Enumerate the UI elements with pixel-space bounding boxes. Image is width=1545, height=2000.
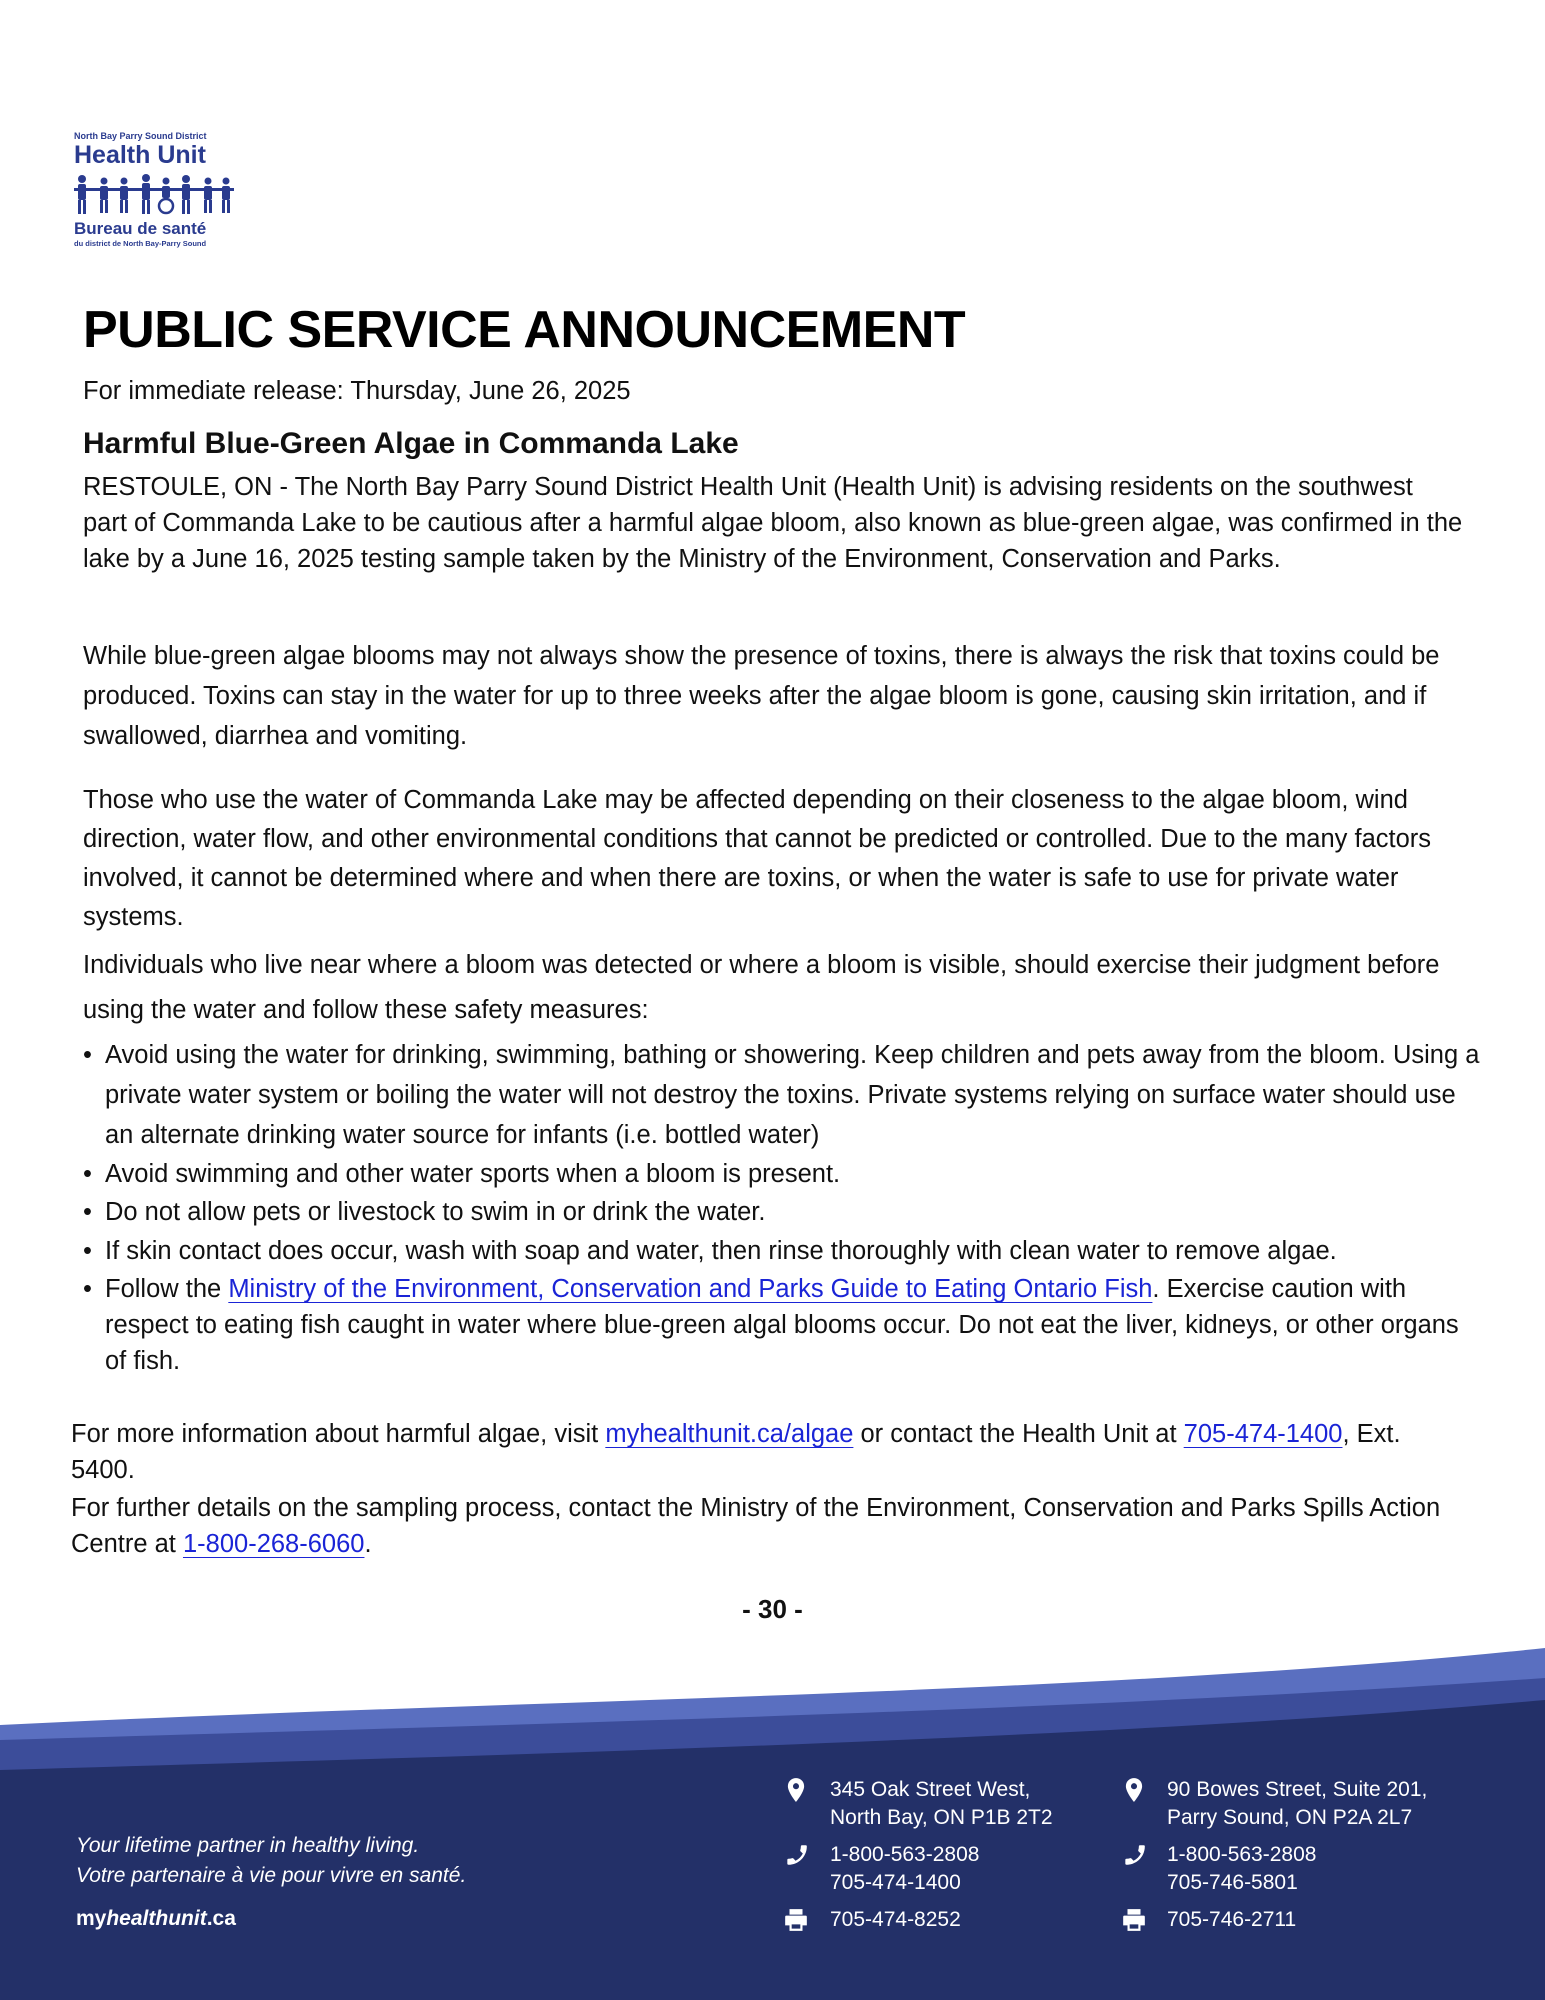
- list-item: • Follow the Ministry of the Environment, Conservation and Parks Guide to Eating Ontario Fish. Exercise caution with respect to eating fish caught in water where blue-green algal blooms occur. Do not eat the liver, kidneys, or other organs of fish.: [83, 1275, 1459, 1375]
- north-bay-phones: 1-800-563-2808 705-474-1400: [830, 1843, 980, 1894]
- logo-french-title: Bureau de santé: [74, 219, 207, 238]
- footer-tagline: Your lifetime partner in healthy living. Votre partenaire à vie pour vivre en santé.: [76, 1834, 467, 1887]
- location-pin-icon: [1121, 1777, 1147, 1803]
- paragraph-intro: RESTOULE, ON - The North Bay Parry Sound District Health Unit (Health Unit) is advising residents on the southwest part of Commanda Lake to be cautious after a harmful algae bloom, also known as blue-green algae, was confirmed in the lake by a June 16, 2025 testing sample taken by the Ministry of the Environment, Conservation and Parks.: [83, 473, 1463, 573]
- parry-sound-phones: 1-800-563-2808 705-746-5801: [1167, 1843, 1317, 1894]
- safety-measures-list: [83, 1035, 1483, 1379]
- north-bay-fax: 705-474-8252: [830, 1908, 961, 1931]
- announcement-subheading: Harmful Blue-Green Algae in Commanda Lake: [83, 427, 739, 460]
- paragraph-toxins: While blue-green algae blooms may not always show the presence of toxins, there is always the risk that toxins could be produced. Toxins can stay in the water for up to three weeks after the algae bloom is gone, causing skin irritation, and if swallowed, diarrhea and vomiting.: [83, 642, 1440, 750]
- further-details-paragraph: For further details on the sampling process, contact the Ministry of the Environment, Conservation and Parks Spills Action Centre at 1-800-268-6060.: [71, 1494, 1441, 1558]
- list-item: • Do not allow pets or livestock to swim in or drink the water.: [83, 1198, 766, 1226]
- logo-title: Health Unit: [74, 141, 206, 169]
- paragraph-safety-intro: Individuals who live near where a bloom was detected or where a bloom is visible, should exercise their judgment before using the water and follow these safety measures:: [83, 951, 1440, 1024]
- footer-website-link[interactable]: myhealthunit.ca: [76, 1907, 236, 1930]
- release-date: For immediate release: Thursday, June 26, 2025: [83, 377, 631, 405]
- phone-icon: [783, 1842, 809, 1868]
- health-unit-phone-link[interactable]: 705-474-1400: [1183, 1420, 1343, 1448]
- people-icon: [74, 173, 234, 217]
- phone-icon: [1121, 1842, 1147, 1868]
- parry-sound-fax: 705-746-2711: [1167, 1908, 1297, 1931]
- page-end-marker: - 30 -: [742, 1594, 803, 1624]
- list-item: • Avoid swimming and other water sports when a bloom is present.: [83, 1160, 841, 1188]
- logo-french-sub: du district de North Bay-Parry Sound: [74, 239, 207, 248]
- list-item: • If skin contact does occur, wash with soap and water, then rinse thoroughly with clean water to remove algae.: [83, 1237, 1337, 1265]
- printer-icon: [783, 1907, 809, 1933]
- page-title: PUBLIC SERVICE ANNOUNCEMENT: [83, 301, 966, 359]
- location-pin-icon: [783, 1777, 809, 1803]
- spills-centre-phone-link[interactable]: 1-800-268-6060: [182, 1530, 365, 1558]
- paragraph-affected: Those who use the water of Commanda Lake may be affected depending on their closeness to the algae bloom, wind direction, water flow, and other environmental conditions that cannot be predicted or controlled. Due to the many factors involved, it cannot be determined where and when there are toxins, or when the water is safe to use for private water systems.: [83, 786, 1432, 931]
- logo-district-text: North Bay Parry Sound District: [74, 131, 207, 141]
- fish-guide-link[interactable]: Ministry of the Environment, Conservation and Parks Guide to Eating Ontario Fish: [228, 1275, 1153, 1303]
- algae-info-link[interactable]: myhealthunit.ca/algae: [605, 1420, 854, 1448]
- north-bay-address: 345 Oak Street West, North Bay, ON P1B 2T2: [830, 1778, 1053, 1829]
- health-unit-logo: [74, 131, 244, 248]
- list-item: • Avoid using the water for drinking, swimming, bathing or showering. Keep children and pets away from the bloom. Using a private water system or boiling the water will not destroy the toxins. Private systems relying on surface water should use an alternate drinking water source for infants (i.e. bottled water): [83, 1041, 1480, 1149]
- printer-icon: [1121, 1907, 1147, 1933]
- parry-sound-address: 90 Bowes Street, Suite 201, Parry Sound, ON P2A 2L7: [1167, 1778, 1428, 1829]
- more-info-paragraph: For more information about harmful algae, visit myhealthunit.ca/algae or contact the Health Unit at 705-474-1400, Ext. 5400.: [71, 1420, 1401, 1484]
